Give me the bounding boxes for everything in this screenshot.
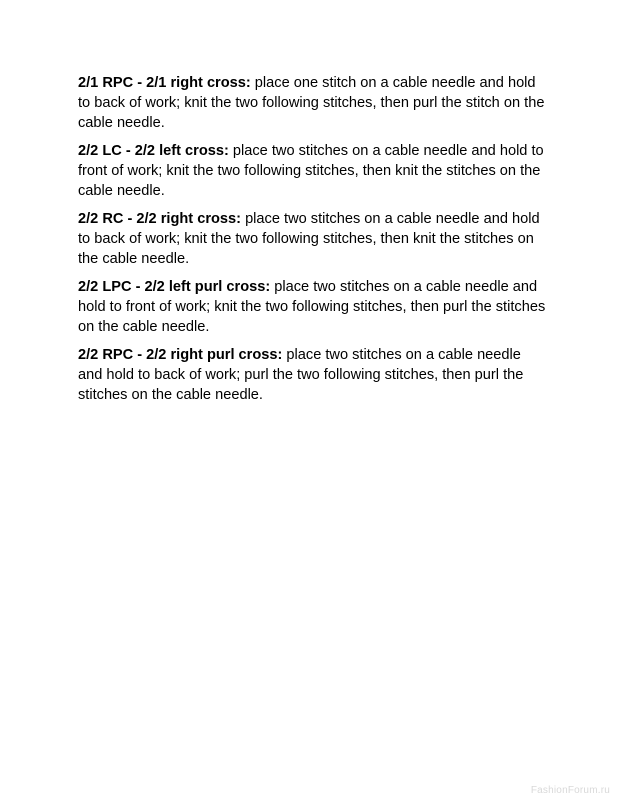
entry-description: place two stitches on a cable needle and hold to back of work; purl the two following stitches, then purl the stitches on the cable needle.: [78, 347, 524, 403]
entry-description: place two stitches on a cable needle and hold to front of work; knit the two following stitches, then knit the stitches on the cable needle.: [78, 143, 544, 199]
entry-term: 2/2 RPC - 2/2 right purl cross:: [78, 347, 283, 363]
entry-2-2-rpc: [78, 345, 548, 405]
entry-2-1-rpc: [78, 73, 548, 133]
abbreviation-list: [78, 73, 548, 413]
entry-2-2-lc: [78, 141, 548, 201]
entry-2-2-lpc: [78, 277, 548, 337]
entry-description: place one stitch on a cable needle and hold to back of work; knit the two following stitches, then purl the stitch on the cable needle.: [78, 75, 545, 131]
entry-description: place two stitches on a cable needle and hold to back of work; knit the two following stitches, then knit the stitches on the cable needle.: [78, 211, 540, 267]
entry-term: 2/2 RC - 2/2 right cross:: [78, 211, 242, 227]
entry-description: place two stitches on a cable needle and hold to front of work; knit the two following stitches, then purl the stitches on the cable needle.: [78, 279, 546, 335]
entry-2-2-rc: [78, 209, 548, 269]
entry-term: 2/1 RPC - 2/1 right cross:: [78, 75, 251, 91]
entry-term: 2/2 LPC - 2/2 left purl cross:: [78, 279, 271, 295]
watermark: FashionForum.ru: [530, 785, 610, 796]
entry-term: 2/2 LC - 2/2 left cross:: [78, 143, 229, 159]
